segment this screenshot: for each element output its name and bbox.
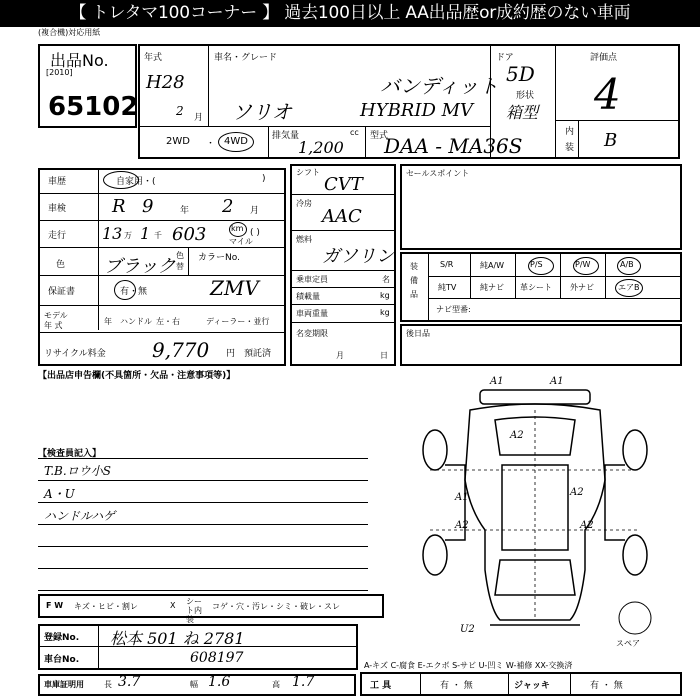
- ac-label: 冷房: [296, 199, 312, 208]
- equip-pw-circle-mark: [573, 257, 599, 275]
- damage-legend: A-キズ C-腐食 E-エクボ S-サビ U-凹ミ W-補修 XX-交換済: [364, 661, 573, 670]
- history-close: ): [262, 174, 266, 184]
- jack-value: 有 ・ 無: [590, 681, 623, 691]
- shape-value: 箱型: [506, 103, 539, 122]
- dealer-label: ディーラー・並行: [206, 317, 270, 326]
- reg-value: 松本 501 ね 2781: [110, 629, 245, 648]
- damage-mark-7: A2: [580, 520, 594, 531]
- mileage-man: 13: [102, 224, 123, 243]
- interior-label-1: 内: [565, 127, 575, 137]
- model-value: DAA - MA36S: [384, 134, 523, 158]
- spare-tire-icon: [619, 602, 651, 634]
- interior-value: B: [604, 130, 618, 151]
- front-window: [495, 560, 575, 595]
- mileage-unit-circle-mark: [229, 222, 247, 237]
- color-label: 色: [56, 260, 66, 270]
- equip-pw: P/W: [575, 260, 591, 269]
- cert-length-value: 3.7: [118, 674, 141, 690]
- fw-seat-label: シート内装: [186, 597, 202, 624]
- car-damage-diagram: [410, 370, 660, 640]
- fw-label: F W: [46, 601, 64, 610]
- recycle-note: 預託済: [244, 349, 272, 359]
- cert-height-label: 高: [272, 680, 280, 689]
- grade-value: バンディット: [380, 74, 499, 98]
- chassis-label: 車台No.: [44, 655, 80, 665]
- disp-value: 1,200: [298, 138, 344, 157]
- color-value: ブラック: [104, 256, 176, 277]
- warranty-label: 保証書: [48, 287, 76, 297]
- fw-items-2: コゲ・穴・汚レ・シミ・破レ・スレ: [212, 602, 340, 611]
- equip-ps-circle-mark: [528, 257, 554, 275]
- equip-navi: 純ナビ: [480, 283, 504, 292]
- inspector-line-3: ハンドルハゲ: [44, 509, 116, 523]
- name-label: 車名・グレード: [214, 53, 278, 63]
- color-change: 色替: [176, 251, 184, 271]
- equip-label: 装備品: [410, 262, 418, 299]
- load-unit: kg: [380, 291, 390, 300]
- name-change-label: 名変期限: [296, 329, 328, 338]
- damage-mark-1: A1: [490, 376, 504, 387]
- month-label: 月: [194, 113, 204, 123]
- model-year-label-1: モデル: [44, 311, 68, 320]
- fw-items-x: X: [170, 601, 176, 610]
- cert-width-value: 1.6: [208, 674, 231, 690]
- inspection-month-label: 月: [250, 206, 260, 216]
- drive-2wd: 2WD: [166, 136, 190, 147]
- jack-label: ジャッキ: [514, 681, 550, 691]
- door-value: 5D: [506, 62, 535, 86]
- ac-value: AAC: [322, 206, 362, 227]
- grade-value-2: HYBRID MV: [360, 100, 474, 121]
- sales-label: セールスポイント: [406, 169, 470, 178]
- front-right-tire: [623, 535, 647, 575]
- lot-box: [38, 44, 137, 128]
- lot-year-code: [2010]: [46, 68, 73, 77]
- inspector-title: 【検査員記入】: [38, 449, 102, 459]
- lot-number: 65102: [48, 92, 139, 122]
- fw-items: キズ・ヒビ・割レ: [74, 602, 138, 611]
- page-banner: 【 トレタマ100コーナー 】 過去100日以上 AA出品歴or成約歴のない車両: [0, 0, 700, 27]
- recycle-label: リサイクル料金: [44, 349, 106, 359]
- recycle-unit: 円: [226, 349, 236, 359]
- year-label: 年式: [144, 53, 163, 63]
- drive-4wd-circled: 4WD: [218, 132, 254, 152]
- interior-label-2: 装: [565, 143, 575, 153]
- colorno-label: カラーNo.: [198, 253, 240, 263]
- shift-value: CVT: [324, 174, 363, 195]
- colorno-value: ZMV: [210, 276, 259, 300]
- mileage-paren: ( ): [250, 228, 260, 238]
- name-value: ソリオ: [232, 100, 292, 124]
- after-label: 後日品: [406, 329, 430, 338]
- history-circle-mark: [103, 171, 139, 189]
- tools-value: 有 ・ 無: [440, 681, 473, 691]
- after-items-box: [400, 324, 682, 366]
- history-label: 車歴: [48, 177, 67, 187]
- fuel-label: 燃料: [296, 235, 312, 244]
- name-change-month: 月: [336, 351, 344, 360]
- load-label: 積載量: [296, 292, 320, 301]
- score-value: 4: [594, 70, 621, 119]
- equip-sr: S/R: [440, 260, 454, 269]
- warranty-value: 有・無: [120, 287, 148, 297]
- recycle-value: 9,770: [152, 338, 210, 362]
- inspector-line-2: A・U: [44, 487, 75, 501]
- shape-label: 形状: [516, 91, 535, 101]
- capacity-unit: 名: [382, 275, 390, 284]
- door-label: ドア: [496, 53, 514, 63]
- spare-label: スペア: [616, 639, 640, 648]
- equip-ps: P/S: [530, 260, 543, 269]
- model-year-unit: 年: [104, 317, 112, 326]
- damage-mark-5: A2: [455, 520, 469, 531]
- disp-label: 排気量: [272, 131, 300, 141]
- damage-mark-3: A2: [510, 430, 524, 441]
- mileage-mile: マイル: [229, 237, 253, 246]
- month-value: 2: [176, 104, 184, 118]
- notes-title: 【出品店申告欄(不具箇所・欠品・注意事項等)】: [38, 371, 236, 381]
- reg-label: 登録No.: [44, 633, 80, 643]
- inspector-line-1: T.B.ロウ小S: [44, 464, 111, 478]
- mileage-man-unit: 万: [124, 231, 132, 240]
- mileage-unit: km: [231, 224, 244, 233]
- equip-airbag: エアB: [618, 283, 640, 292]
- rear-bumper: [480, 390, 590, 404]
- right-side-panel: [605, 465, 625, 540]
- equip-ext-navi: 外ナビ: [570, 283, 594, 292]
- handle-label: ハンドル: [120, 317, 152, 326]
- warranty-circle-mark: [114, 280, 136, 300]
- equip-aw: 純A/W: [480, 261, 505, 270]
- inspection-label: 車検: [48, 204, 67, 214]
- capacity-label: 乗車定員: [296, 275, 328, 284]
- mileage-sen: 1: [140, 224, 151, 243]
- equip-leather: 革シート: [520, 283, 552, 292]
- cert-label: 車庫証明用: [44, 680, 84, 689]
- damage-mark-4: A1: [455, 492, 469, 503]
- model-year-label-2: 年 式: [44, 321, 63, 330]
- chassis-value: 608197: [190, 650, 244, 666]
- front-left-tire: [423, 535, 447, 575]
- mileage-rest: 603: [172, 224, 207, 245]
- equip-ab: A/B: [620, 260, 634, 269]
- cert-height-value: 1.7: [292, 674, 315, 690]
- year-value: H28: [146, 72, 185, 93]
- lot-label: 出品No.: [50, 51, 109, 70]
- damage-mark-8: U2: [460, 624, 475, 635]
- navi-label: ナビ型番:: [436, 305, 471, 314]
- equip-ab-circle-mark: [617, 257, 641, 275]
- history-value: 自家用・(: [116, 177, 156, 187]
- inspection-year: 9: [142, 196, 154, 217]
- shift-label: シフト: [296, 168, 320, 177]
- model-label: 型式: [370, 131, 389, 141]
- inspection-month: 2: [222, 196, 234, 217]
- cert-length-label: 長: [104, 680, 112, 689]
- score-label: 評価点: [590, 53, 618, 63]
- disp-unit: cc: [350, 128, 359, 137]
- rear-left-tire: [423, 430, 447, 470]
- handle-value: 左・右: [156, 317, 180, 326]
- mileage-label: 走行: [48, 231, 67, 241]
- weight-unit: kg: [380, 308, 390, 317]
- equip-tv: 純TV: [438, 283, 457, 292]
- weight-label: 車両重量: [296, 309, 328, 318]
- inspection-year-label: 年: [180, 206, 190, 216]
- cert-width-label: 幅: [190, 680, 198, 689]
- fuel-value: ガソリン: [322, 246, 394, 267]
- tools-label: 工 具: [370, 681, 392, 691]
- equip-airbag-circle-mark: [615, 279, 643, 297]
- rear-right-tire: [623, 430, 647, 470]
- damage-mark-2: A1: [550, 376, 564, 387]
- mileage-sen-unit: 千: [154, 231, 162, 240]
- name-change-day: 日: [380, 351, 388, 360]
- damage-mark-6: A2: [570, 487, 584, 498]
- inspection-era: R: [112, 196, 126, 217]
- form-subhead: (複合機)対応用紙: [38, 28, 101, 37]
